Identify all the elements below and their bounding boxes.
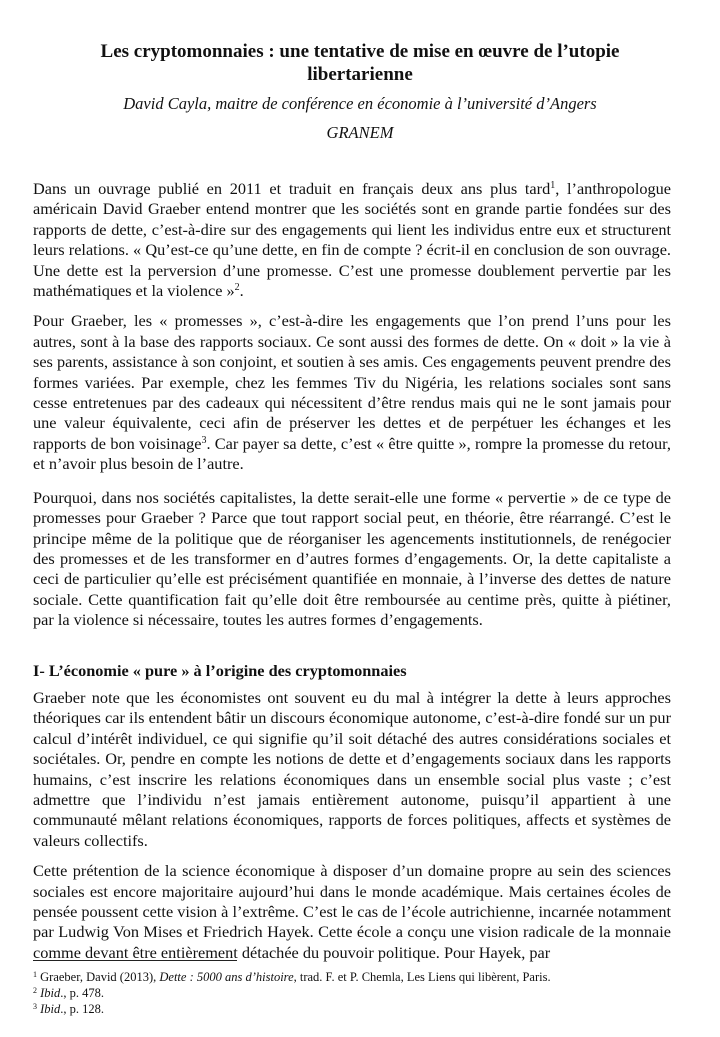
section-heading: I- L’économie « pure » à l’origine des cryptomonnaies bbox=[33, 660, 407, 680]
footnote-text: ., p. 128. bbox=[60, 1002, 105, 1016]
footnote-ref-1[interactable]: 1 bbox=[550, 180, 556, 191]
footnote-title: Dette : 5000 ans d’histoire bbox=[159, 970, 294, 984]
footnote-ref-2[interactable]: 2 bbox=[234, 282, 240, 294]
footnote-text: Graeber, David (2013), bbox=[37, 970, 160, 984]
footnote-number: 2 bbox=[33, 986, 37, 995]
footnote-3 bbox=[33, 1001, 683, 1017]
paragraph-3: Pourquoi, dans nos sociétés capitalistes, la dette serait-elle une forme « pervertie » de ce type de promesses pour Graeber ? Parce que tout rapport social peut, en théorie, être réarrangé. C’est le principe même de la politique que de réorganiser les agencements institutionnels, de renégocier des promesses et de les transformer en d’autres formes d’engagements. Or, la dette capitaliste a ceci de particulier qu’elle est précisément quantifiée en monnaie, à l’inverse des dettes de nature sociale. Cette quantification fait qu’elle doit être remboursée au centime près, quitte à piétiner, par la violence si nécessaire, toutes les autres formes d’engagements. bbox=[33, 487, 671, 630]
footnote-number: 1 bbox=[33, 970, 37, 979]
footnote-ibid: Ibid bbox=[40, 986, 61, 1000]
footnote-number: 3 bbox=[33, 1002, 37, 1011]
article-body bbox=[33, 179, 671, 963]
paragraph-text: Pour Graeber, les « promesses », c’est-à-dire les engagements que l’on prend l’uns pour les autres, sont à la base des rapports sociaux. Ce sont aussi des formes de dette. On « doit » la vie à ses parents, assistance à son conjoint, et soutien à ses amis. Ces engagements peuvent prendre des formes variées. Par exemple, chez les femmes Tiv du Nigéria, les relations sociales sont sans cesse entretenues par des cadeaux qui nécessitent d’être rendus mais qui ne le sont jamais pour une valeur équivalente, ceci afin de préserver les dettes et de perpétuer les échanges et les rapports de bon voisinage bbox=[33, 311, 671, 453]
paragraph-text: . Car payer sa dette, c’est « être quitte », rompre la promesse du retour, et n’avoir plus besoin de l’autre. bbox=[33, 433, 671, 474]
author-line: David Cayla, maitre de conférence en économie à l’université d’Angers bbox=[123, 94, 597, 113]
footnote-1 bbox=[33, 969, 683, 985]
paragraph-2 bbox=[33, 311, 671, 474]
article-title: Les cryptomonnaies : une tentative de mise en œuvre de l’utopie libertarienne bbox=[100, 41, 620, 85]
paragraph-1 bbox=[33, 179, 671, 301]
paragraph-4: Graeber note que les économistes ont souvent eu du mal à intégrer la dette à leurs approches théoriques car ils entendent bâtir un discours économique autonome, c’est-à-dire fondé sur un pur calcul d’intérêt individuel, ce qui signifie qu’il soit détaché des autres considérations sociales et sociétales. Or, pendre en compte les notions de dette et d’engagements sociaux dans les rapports humains, c’est inscrire les relations économiques dans un ensemble social plus vaste ; c’est admettre que l’individu n’est jamais entièrement autonome, puisqu’il appartient à une communauté mêlant relations économiques, rapports de forces politiques, affects et systèmes de valeurs collectifs. bbox=[33, 687, 671, 850]
footnote-ref-3[interactable]: 3 bbox=[201, 434, 207, 446]
paragraph-text: Dans un ouvrage publié en 2011 et traduit en français deux ans plus tard bbox=[33, 179, 551, 198]
footnote-ibid: Ibid bbox=[40, 1002, 61, 1016]
paragraph-text: . bbox=[239, 281, 244, 301]
affiliation-line: GRANEM bbox=[326, 123, 394, 142]
footnote-text: ., p. 478. bbox=[60, 986, 105, 1000]
footnotes bbox=[33, 969, 683, 1017]
footnote-separator bbox=[33, 960, 237, 961]
paragraph-text: , l’anthropologue américain David Graeber entend montrer que les sociétés sont en grande partie fondées sur des rapports de dette, c’est-à-dire sur des engagements qui lient les individus entre eux et structurent leurs relations. « Qu’est-ce qu’une dette, en fin de compte ? écrit-il en conclusion de son ouvrage. Une dette est la perversion d’une promesse. C’est une promesse doublement pervertie par les mathématiques et la violence » bbox=[33, 179, 671, 301]
footnote-text: , trad. F. et P. Chemla, Les Liens qui libèrent, Paris. bbox=[293, 970, 551, 984]
paragraph-5: Cette prétention de la science économique à disposer d’un domaine propre au sein des sciences sociales est encore majoritaire aujourd’hui dans le monde académique. Mais certaines écoles de pensée poussent cette vision à l’extrême. C’est le cas de l’école autrichienne, incarnée notamment par Ludwig Von Mises et Friedrich Hayek. Cette école a conçu une vision radicale de la monnaie comme devant être entièrement détachée du pouvoir politique. Pour Hayek, par bbox=[33, 861, 671, 962]
footnote-2 bbox=[33, 985, 683, 1001]
